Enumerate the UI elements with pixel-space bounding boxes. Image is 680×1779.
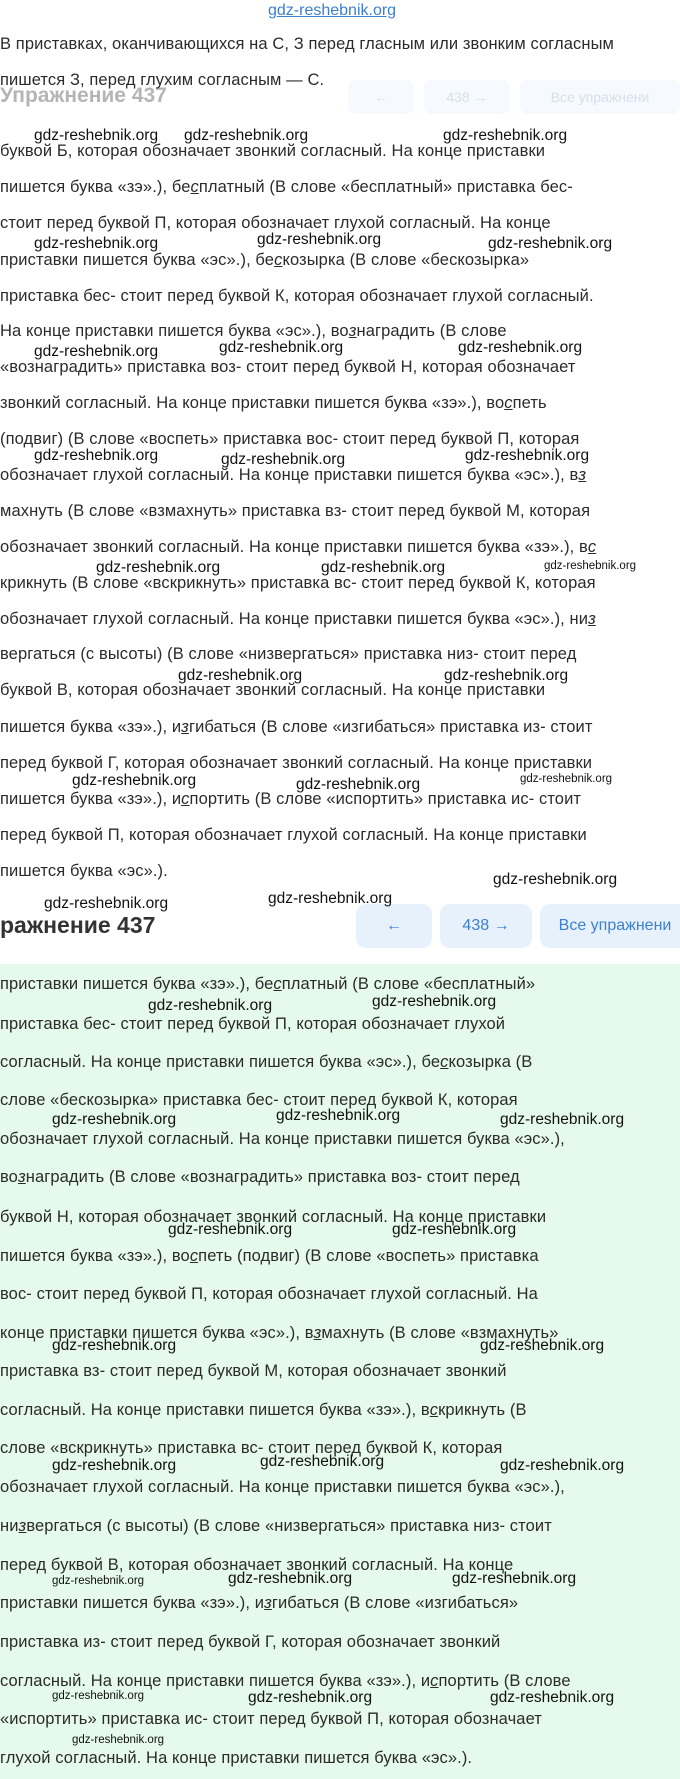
watermark: gdz-reshebnik.org bbox=[44, 895, 169, 912]
text-line: звонкий согласный. На конце приставки пишется буква «зэ».), воспеть bbox=[0, 394, 547, 412]
watermark: gdz-reshebnik.org bbox=[452, 1570, 577, 1587]
watermark: gdz-reshebnik.org bbox=[184, 127, 309, 144]
watermark: gdz-reshebnik.org bbox=[276, 1107, 401, 1124]
text-line: обозначает глухой согласный. На конце приставки пишется буква «эс».), bbox=[0, 1478, 565, 1496]
text-line: пишется буква «зэ».), изгибаться (В слове «изгибаться» приставка из- стоит bbox=[0, 718, 593, 736]
watermark: gdz-reshebnik.org bbox=[260, 1453, 385, 1470]
text-line: На конце приставки пишется буква «эс».), вознаградить (В слове bbox=[0, 322, 507, 340]
ghost-header-title: Упражнение 437 bbox=[0, 84, 167, 107]
watermark: gdz-reshebnik.org bbox=[148, 997, 273, 1014]
watermark: gdz-reshebnik.org bbox=[52, 1111, 177, 1128]
watermark: gdz-reshebnik.org bbox=[296, 776, 421, 793]
text-line: пишется буква «зэ».), бесплатный (В слове «бесплатный» приставка бес- bbox=[0, 178, 573, 196]
watermark: gdz-reshebnik.org bbox=[34, 447, 159, 464]
text-line: пишется буква «зэ».), воспеть (подвиг) (В слове «воспеть» приставка bbox=[0, 1247, 539, 1265]
text-line: вергаться (с высоты) (В слове «низвергаться» приставка низ- стоит перед bbox=[0, 645, 577, 663]
watermark: gdz-reshebnik.org bbox=[248, 1689, 373, 1706]
text-line: крикнуть (В слове «вскрикнуть» приставка вс- стоит перед буквой К, которая bbox=[0, 574, 596, 592]
text-line: перед буквой П, которая обозначает глухой согласный. На конце приставки bbox=[0, 826, 587, 844]
text-line: низвергаться (с высоты) (В слове «низвергаться» приставка низ- стоит bbox=[0, 1517, 552, 1535]
text-line: приставка вз- стоит перед буквой М, которая обозначает звонкий bbox=[0, 1362, 507, 1380]
watermark: gdz-reshebnik.org bbox=[500, 1111, 625, 1128]
watermark: gdz-reshebnik.org bbox=[257, 231, 382, 248]
text-line: согласный. На конце приставки пишется буква «эс».), бескозырка (В bbox=[0, 1053, 533, 1071]
exercise-title: ражнение 437 bbox=[0, 912, 156, 938]
ghost-all-button: Все упражнени bbox=[520, 80, 680, 114]
watermark: gdz-reshebnik.org bbox=[221, 451, 346, 468]
watermark: gdz-reshebnik.org bbox=[228, 1570, 353, 1587]
text-line: пишется буква «зэ».), испортить (В слове «испортить» приставка ис- стоит bbox=[0, 790, 582, 808]
text-line: обозначает глухой согласный. На конце приставки пишется буква «эс».), низ bbox=[0, 610, 596, 628]
watermark: gdz-reshebnik.org bbox=[72, 772, 197, 789]
watermark: gdz-reshebnik.org bbox=[493, 871, 618, 888]
watermark: gdz-reshebnik.org bbox=[444, 667, 569, 684]
watermark: gdz-reshebnik.org bbox=[52, 1337, 177, 1354]
watermark: gdz-reshebnik.org bbox=[96, 559, 221, 576]
watermark: gdz-reshebnik.org bbox=[52, 1457, 177, 1474]
watermark: gdz-reshebnik.org bbox=[34, 343, 159, 360]
rule-line: В приставках, оканчивающихся на С, З перед гласным или звонким согласным bbox=[0, 35, 614, 53]
text-line: глухой согласный. На конце приставки пишется буква «эс».). bbox=[0, 1749, 473, 1767]
watermark: gdz-reshebnik.org bbox=[544, 560, 637, 572]
text-line: обозначает глухой согласный. На конце приставки пишется буква «эс».), вз bbox=[0, 466, 587, 484]
watermark: gdz-reshebnik.org bbox=[480, 1337, 605, 1354]
text-line: перед буквой Г, которая обозначает звонкий согласный. На конце приставки bbox=[0, 754, 593, 772]
watermark: gdz-reshebnik.org bbox=[34, 235, 159, 252]
text-line: (подвиг) (В слове «воспеть» приставка вос- стоит перед буквой П, которая bbox=[0, 430, 580, 448]
text-line: «вознаградить» приставка воз- стоит перед буквой Н, которая обозначает bbox=[0, 358, 576, 376]
text-line: вос- стоит перед буквой П, которая обозначает глухой согласный. На bbox=[0, 1285, 538, 1303]
text-line: приставки пишется буква «зэ».), изгибаться (В слове «изгибаться» bbox=[0, 1594, 519, 1612]
text-line: вознаградить (В слове «вознаградить» приставка воз- стоит перед bbox=[0, 1168, 520, 1186]
text-line: обозначает звонкий согласный. На конце приставки пишется буква «зэ».), вс bbox=[0, 538, 597, 556]
next-exercise-button[interactable]: 438 → bbox=[440, 904, 532, 948]
text-line: слове «бескозырка» приставка бес- стоит перед буквой К, которая bbox=[0, 1091, 518, 1109]
watermark: gdz-reshebnik.org bbox=[168, 1221, 293, 1238]
site-link[interactable]: gdz-reshebnik.org bbox=[268, 2, 397, 19]
watermark: gdz-reshebnik.org bbox=[490, 1689, 615, 1706]
text-line: стоит перед буквой П, которая обозначает глухой согласный. На конце bbox=[0, 214, 551, 232]
watermark: gdz-reshebnik.org bbox=[34, 127, 159, 144]
watermark: gdz-reshebnik.org bbox=[500, 1457, 625, 1474]
watermark: gdz-reshebnik.org bbox=[219, 339, 344, 356]
text-line: обозначает глухой согласный. На конце приставки пишется буква «эс».), bbox=[0, 1130, 565, 1148]
text-line: перед буквой В, которая обозначает звонкий согласный. На конце bbox=[0, 1556, 514, 1574]
prev-exercise-button[interactable]: ← bbox=[356, 904, 432, 948]
text-line: приставки пишется буква «эс».), бескозырка (В слове «бескозырка» bbox=[0, 251, 530, 269]
ghost-prev-button: ← bbox=[348, 80, 414, 114]
watermark: gdz-reshebnik.org bbox=[392, 1221, 517, 1238]
watermark: gdz-reshebnik.org bbox=[72, 1734, 165, 1746]
text-line: буквой Б, которая обозначает звонкий согласный. На конце приставки bbox=[0, 142, 546, 160]
watermark: gdz-reshebnik.org bbox=[178, 667, 303, 684]
text-line: приставка из- стоит перед буквой Г, которая обозначает звонкий bbox=[0, 1633, 501, 1651]
watermark: gdz-reshebnik.org bbox=[443, 127, 568, 144]
text-line: буквой Н, которая обозначает звонкий согласный. На конце приставки bbox=[0, 1208, 547, 1226]
text-line: согласный. На конце приставки пишется буква «зэ».), испортить (В слове bbox=[0, 1672, 571, 1690]
text-line: «испортить» приставка ис- стоит перед буквой П, которая обозначает bbox=[0, 1710, 542, 1728]
watermark: gdz-reshebnik.org bbox=[52, 1690, 145, 1702]
watermark: gdz-reshebnik.org bbox=[458, 339, 583, 356]
rule-line: пишется З, перед глухим согласным — С. bbox=[0, 71, 325, 89]
watermark: gdz-reshebnik.org bbox=[488, 235, 613, 252]
watermark: gdz-reshebnik.org bbox=[520, 773, 613, 785]
text-line: пишется буква «эс».). bbox=[0, 862, 168, 880]
watermark: gdz-reshebnik.org bbox=[465, 447, 590, 464]
text-line: приставка бес- стоит перед буквой П, которая обозначает глухой bbox=[0, 1015, 506, 1033]
watermark: gdz-reshebnik.org bbox=[321, 559, 446, 576]
watermark: gdz-reshebnik.org bbox=[52, 1575, 145, 1587]
text-line: конце приставки пишется буква «эс».), взмахнуть (В слове «взмахнуть» bbox=[0, 1324, 559, 1342]
text-line: махнуть (В слове «взмахнуть» приставка вз- стоит перед буквой М, которая bbox=[0, 502, 591, 520]
ghost-next-button: 438 → bbox=[424, 80, 510, 114]
text-line: буквой В, которая обозначает звонкий согласный. На конце приставки bbox=[0, 681, 546, 699]
text-line: согласный. На конце приставки пишется буква «зэ».), вскрикнуть (В bbox=[0, 1401, 527, 1419]
all-exercises-button[interactable]: Все упражнени bbox=[540, 904, 680, 948]
watermark: gdz-reshebnik.org bbox=[372, 993, 497, 1010]
text-line: приставки пишется буква «зэ».), бесплатный (В слове «бесплатный» bbox=[0, 975, 536, 993]
text-line: слове «вскрикнуть» приставка вс- стоит перед буквой К, которая bbox=[0, 1439, 503, 1457]
watermark: gdz-reshebnik.org bbox=[268, 890, 393, 907]
text-line: приставка бес- стоит перед буквой К, которая обозначает глухой согласный. bbox=[0, 287, 594, 305]
